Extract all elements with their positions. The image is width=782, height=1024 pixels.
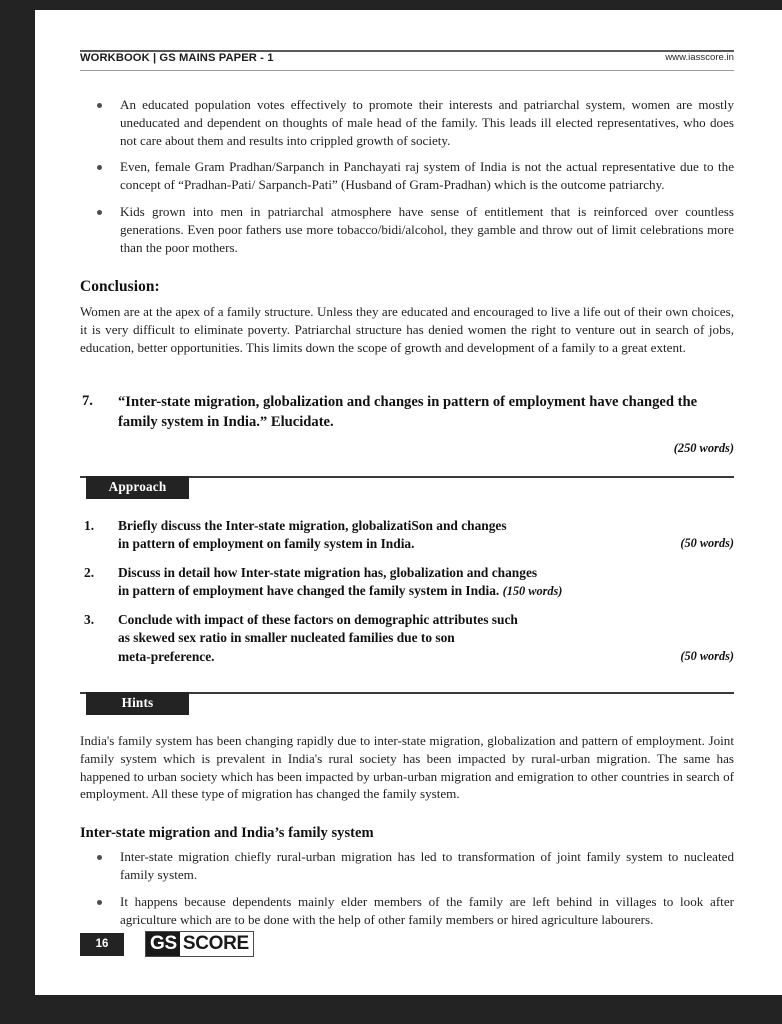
question-word-limit: (250 words) [673,441,734,455]
approach-item-line-1: Briefly discuss the Inter-state migration, globalizatiSon and changes [118,518,507,533]
question-block [80,393,734,432]
hints-section-header [80,692,734,715]
hints-subheading: Inter-state migration and India’s family system [80,825,374,842]
approach-item-words: (150 words) [502,584,563,599]
main-content [80,96,734,929]
approach-item-line-3-wrap [118,648,734,666]
logo-score-text: SCORE [180,932,253,956]
page-content-area [80,10,734,995]
approach-item [80,564,734,600]
list-item [80,203,734,256]
header-rule-bottom [80,70,734,71]
approach-item-line-1: Conclude with impact of these factors on demographic attributes such [118,612,518,628]
hints-label: Hints [86,692,189,715]
approach-item-line-2: in pattern of employment on family system in India. [118,536,415,552]
list-item [80,893,734,929]
bullet-dot-icon [97,855,102,860]
running-header [80,50,734,76]
header-row [80,52,734,64]
approach-item-number: 3. [84,612,95,628]
list-item-text: It happens because dependents mainly elder members of the family are left behind in villages to look after agriculture which are to be done with the help of other family members or hired agriculture labourers. [120,894,734,927]
intro-bullet-list [80,96,734,256]
hints-intro-paragraph: India's family system has been changing rapidly due to inter-state migration, globalization and pattern of employment. Joint family system which is prevalent in India's rural society has been impacted by rural-urban migration. The same has happened to urban society which has been impacted by urban-urban migration and emigration to other countries in search of employment. All these type of migration has changed the family system. [80,732,734,802]
page-number: 16 [80,933,124,956]
bullet-dot-icon [97,900,102,905]
bullet-dot-icon [97,165,102,170]
bullet-dot-icon [97,103,102,108]
bullet-dot-icon [97,210,102,215]
document-page [35,10,782,995]
hints-bullet-list [80,848,734,928]
approach-item-line-1: Discuss in detail how Inter-state migration has, globalization and changes [118,565,538,581]
approach-item-line-3: meta-preference. [118,648,215,664]
approach-item-words: (50 words) [680,536,734,551]
logo-gs-text: GS [146,932,180,956]
list-item-text: Even, female Gram Pradhan/Sarpanch in Panchayati raj system of India is not the actual representative due to the concept of “Pradhan-Pati/ Sarpanch-Pati” (Husband of Gram-Pradhan) which is the outcome patriarchy. [120,159,734,193]
list-item-text: Kids grown into men in patriarchal atmosphere have sense of entitlement that is reinforced over countless generations. Even poor fathers use more tobacco/bidi/alcohol, they gamble and throw out of limit celebrations more than the poor mothers. [120,203,734,255]
list-item [80,158,734,194]
approach-item-line-2: as skewed sex ratio in smaller nucleated families due to son [118,630,455,646]
conclusion-paragraph: Women are at the apex of a family structure. Unless they are educated and encouraged to live a life out of their own choices, it is very difficult to eliminate poverty. Patriarchal structure has denied women the right to venture out in search of jobs, education, better opportunities. This limits down the scope of growth and development of a family to a great extent. [80,304,734,356]
gsscore-logo [145,931,254,957]
list-item [80,848,734,884]
approach-item-line-2-wrap [118,582,734,600]
header-website-url: www.iasscore.in [665,52,734,63]
approach-section-header [80,476,734,499]
approach-label: Approach [86,476,189,499]
page-footer [80,931,254,957]
approach-item-number: 2. [84,565,95,581]
approach-item-number: 1. [84,518,95,533]
approach-item [80,517,734,553]
question-text: “Inter-state migration, globalization and changes in pattern of employment have changed the family system in India.” Elucidate. [118,394,698,430]
list-item-text: Inter-state migration chiefly rural-urban migration has led to transformation of joint family system to nucleated family system. [120,849,734,883]
conclusion-heading: Conclusion: [80,278,160,296]
header-title: WORKBOOK | GS MAINS PAPER - 1 [80,52,274,64]
list-item-text: An educated population votes effectively to promote their interests and patriarchal system, women are mostly uneducated and dependent on thoughts of male head of the family. This leads ill elected representatives, who does not care about them and results into crippled growth of society. [120,97,734,148]
approach-item-line-2-wrap [118,535,734,553]
list-item [80,96,734,149]
approach-item-words: (50 words) [680,648,734,663]
approach-list [80,517,734,666]
approach-item [80,611,734,665]
approach-item-line-2: in pattern of employment have changed the family system in India. [118,583,500,599]
question-number: 7. [82,393,93,410]
